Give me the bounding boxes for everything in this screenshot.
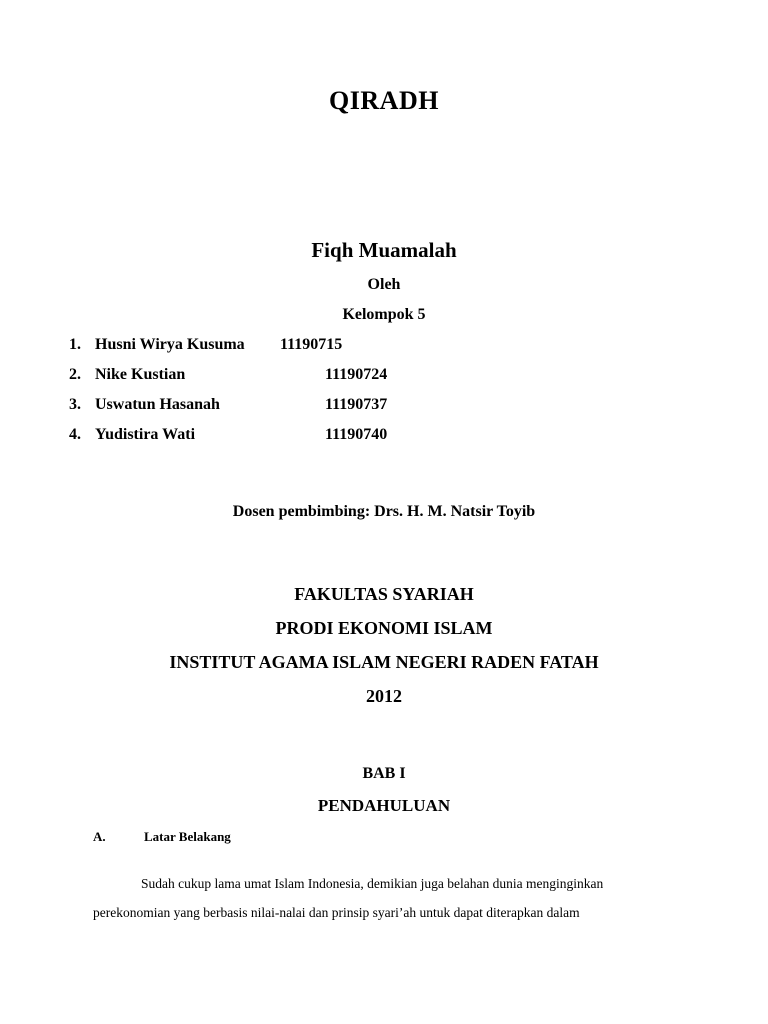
year: 2012 [366,686,402,706]
program-name: PRODI EKONOMI ISLAM [275,618,493,638]
member-id: 11190737 [325,396,388,413]
member-number: 3. [69,396,81,413]
member-name: Uswatun Hasanah [95,396,220,413]
section-letter: A. [93,829,106,844]
institute-name: INSTITUT AGAMA ISLAM NEGERI RADEN FATAH [169,652,599,672]
group-label: Kelompok 5 [342,306,426,323]
member-number: 1. [69,336,81,353]
chapter-title: PENDAHULUAN [317,796,451,815]
member-id: 11190740 [325,426,388,443]
member-name: Yudistira Wati [95,426,196,443]
member-id: 11190715 [280,336,343,353]
member-number: 4. [69,426,81,443]
section-title: Latar Belakang [144,829,231,844]
paragraph-line: perekonomian yang berbasis nilai-nalai dan prinsip syari’ah untuk dapat diterapkan dalam [93,905,580,920]
faculty-name: FAKULTAS SYARIAH [294,584,474,604]
by-label: Oleh [367,276,401,293]
supervisor-line: Dosen pembimbing: Drs. H. M. Natsir Toyib [232,503,536,520]
document-title: QIRADH [329,86,439,115]
member-id: 11190724 [325,366,388,383]
member-number: 2. [69,366,81,383]
chapter-number: BAB I [362,765,406,782]
member-name: Husni Wirya Kusuma [95,336,245,353]
member-name: Nike Kustian [95,366,186,383]
subject-title: Fiqh Muamalah [311,238,457,262]
paragraph-line: Sudah cukup lama umat Islam Indonesia, demikian juga belahan dunia menginginkan [141,876,604,891]
